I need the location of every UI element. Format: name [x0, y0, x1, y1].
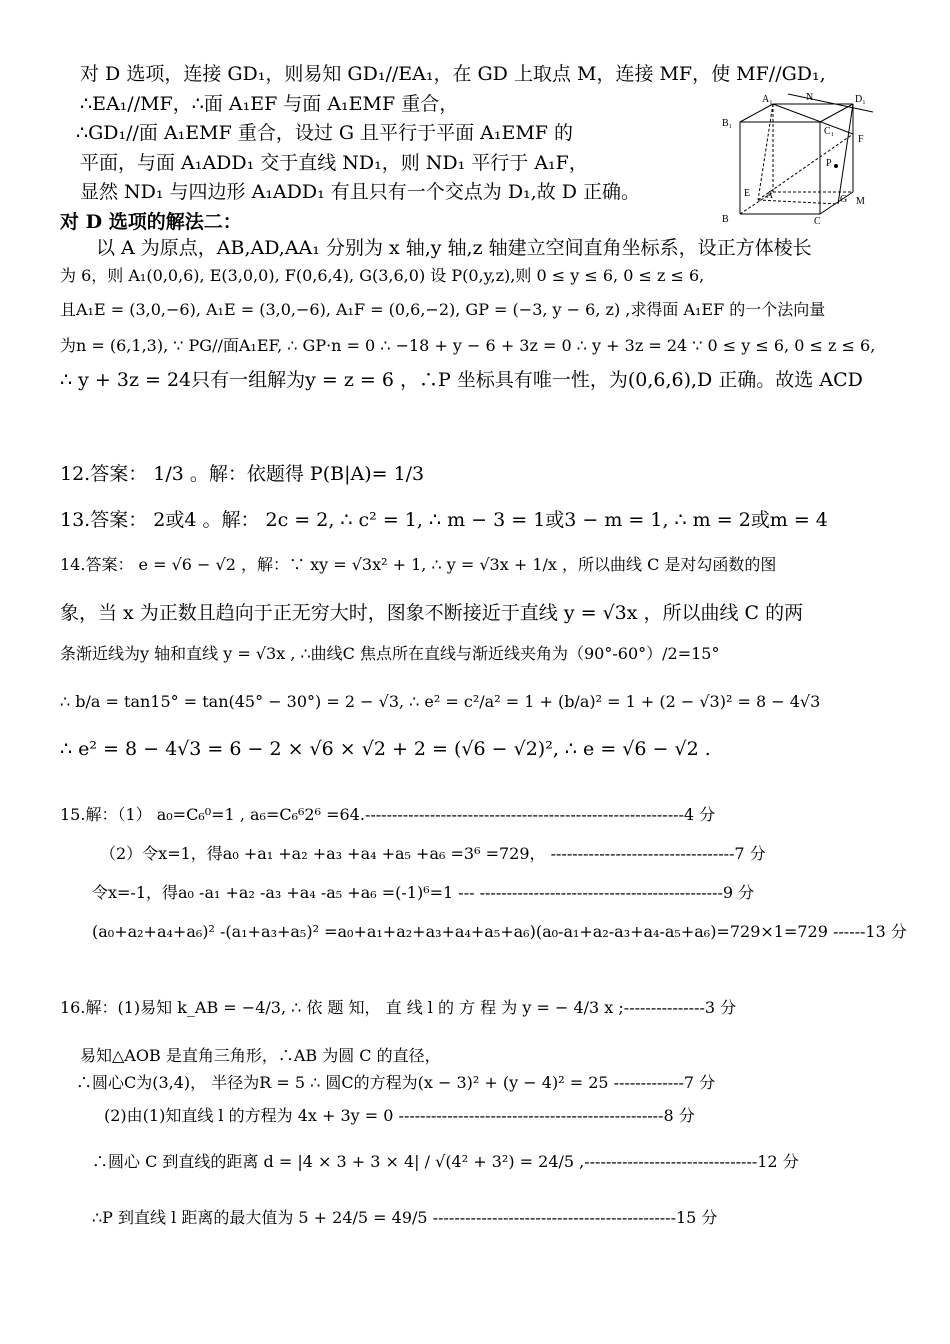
label-f: F — [858, 134, 864, 145]
q16-line-6: ∴P 到直线 l 距离的最大值为 5 + 24/5 = 49/5 ---------------------------------------------15 分 — [92, 1208, 718, 1227]
section-d-line-3: ∴GD₁//面 A₁EMF 重合，设过 G 且平行于平面 A₁EMF 的 — [76, 122, 574, 144]
method2-line-3: 且A₁E = (3,0,−6), A₁E = (3,0,−6), A₁F = (0,6,−2), GP = (−3, y − 6, z) ,求得面 A₁EF 的一个法向量 — [60, 300, 826, 319]
label-m: M — [856, 196, 865, 207]
cube-diagram — [718, 92, 903, 227]
q15-line-1: 15.解：（1） a₀=C₆⁰=1 , a₆=C₆⁶2⁶ =64.-----------------------------------------------------------4 分 — [60, 805, 716, 824]
method2-line-4: 为n = (6,1,3), ∵ PG//面A₁EF, ∴ GP·n = 0 ∴ −18 + y − 6 + 3z = 0 ∴ y + 3z = 24 ∵ 0 ≤ y ≤ 6, 0 ≤ z ≤ 6, — [60, 336, 876, 355]
label-c1: C₁ — [824, 126, 835, 137]
q16-line-2: 易知△AOB 是直角三角形，∴AB 为圆 C 的直径， — [80, 1046, 441, 1065]
q14-line-4: ∴ b/a = tan15° = tan(45° − 30°) = 2 − √3, ∴ e² = c²/a² = 1 + (b/a)² = 1 + (2 − √3)² = 8 − 4√3 — [60, 692, 821, 711]
q14-line-3: 条渐近线为y 轴和直线 y = √3x , ∴曲线C 焦点所在直线与渐近线夹角为（90°-60°）/2=15° — [60, 644, 720, 663]
label-b: B — [722, 214, 729, 225]
q14-line-1: 14.答案： e = √6 − √2 ，解：∵ xy = √3x² + 1, ∴ y = √3x + 1/x ，所以曲线 C 是对勾函数的图 — [60, 555, 777, 574]
label-a: A — [766, 190, 774, 201]
q16-line-3: ∴圆心C为(3,4)， 半径为R = 5 ∴ 圆C的方程为(x − 3)² + (y − 4)² = 25 -------------7 分 — [76, 1073, 716, 1092]
section-d-line-5: 显然 ND₁ 与四边形 A₁ADD₁ 有且只有一个交点为 D₁,故 D 正确。 — [80, 181, 641, 203]
q16-line-4: (2)由(1)知直线 l 的方程为 4x + 3y = 0 -------------------------------------------------8 分 — [104, 1106, 695, 1125]
label-p: P — [826, 158, 832, 169]
section-d-line-1: 对 D 选项，连接 GD₁，则易知 GD₁//EA₁，在 GD 上取点 M，连接 MF，使 MF//GD₁, — [80, 63, 826, 85]
q14-line-5: ∴ e² = 8 − 4√3 = 6 − 2 × √6 × √2 + 2 = (√6 − √2)², ∴ e = √6 − √2 . — [60, 738, 711, 760]
section-d-line-4: 平面，与面 A₁ADD₁ 交于直线 ND₁，则 ND₁ 平行于 A₁F， — [80, 152, 588, 174]
q14-line-2: 象，当 x 为正数且趋向于正无穷大时，图象不断接近于直线 y = √3x ，所以曲线 C 的两 — [60, 602, 804, 624]
label-d1: D₁ — [855, 94, 866, 105]
q15-line-2: （2）令x=1，得a₀ +a₁ +a₂ +a₃ +a₄ +a₅ +a₆ =3⁶ =729， ----------------------------------7 分 — [100, 844, 766, 863]
label-g: G — [840, 194, 848, 205]
method2-line-5: ∴ y + 3z = 24只有一组解为y = z = 6 ，∴P 坐标具有唯一性，为(0,6,6),D 正确。故选 ACD — [60, 369, 863, 391]
method2-title: 对 D 选项的解法二： — [60, 211, 242, 233]
label-e: E — [744, 188, 751, 199]
cube-figure — [718, 92, 903, 227]
label-a1: A₁ — [762, 94, 773, 105]
q16-line-5: ∴圆心 C 到直线的距离 d = |4 × 3 + 3 × 4| / √(4² + 3²) = 24/5 ,--------------------------------12 分 — [92, 1152, 799, 1171]
label-b1: B₁ — [722, 118, 733, 129]
q15-line-3: 令x=-1，得a₀ -a₁ +a₂ -a₃ +a₄ -a₅ +a₆ =(-1)⁶=1 --- ---------------------------------------------9 分 — [92, 883, 755, 902]
q12-answer: 12.答案： 1/3 。解：依题得 P(B|A)= 1/3 — [60, 463, 425, 485]
method2-line-1: 以 A 为原点，AB,AD,AA₁ 分别为 x 轴,y 轴,z 轴建立空间直角坐标系，设正方体棱长 — [96, 237, 812, 259]
q13-answer: 13.答案： 2或4 。解： 2c = 2, ∴ c² = 1, ∴ m − 3 = 1或3 − m = 1, ∴ m = 2或m = 4 — [60, 509, 828, 531]
label-n: N — [806, 92, 814, 103]
method2-line-2: 为 6，则 A₁(0,0,6), E(3,0,0), F(0,6,4), G(3,6,0) 设 P(0,y,z),则 0 ≤ y ≤ 6, 0 ≤ z ≤ 6, — [60, 266, 705, 285]
q16-line-1: 16.解：(1)易知 k_AB = −4/3, ∴ 依 题 知， 直 线 l 的 方 程 为 y = − 4/3 x ;---------------3 分 — [60, 998, 737, 1017]
section-d-line-2: ∴EA₁//MF，∴面 A₁EF 与面 A₁EMF 重合， — [80, 93, 459, 115]
q15-line-4: (a₀+a₂+a₄+a₆)² -(a₁+a₃+a₅)² =a₀+a₁+a₂+a₃+a₄+a₅+a₆)(a₀-a₁+a₂-a₃+a₄-a₅+a₆)=729×1=729 ------13 分 — [92, 922, 907, 941]
label-c: C — [814, 216, 821, 227]
